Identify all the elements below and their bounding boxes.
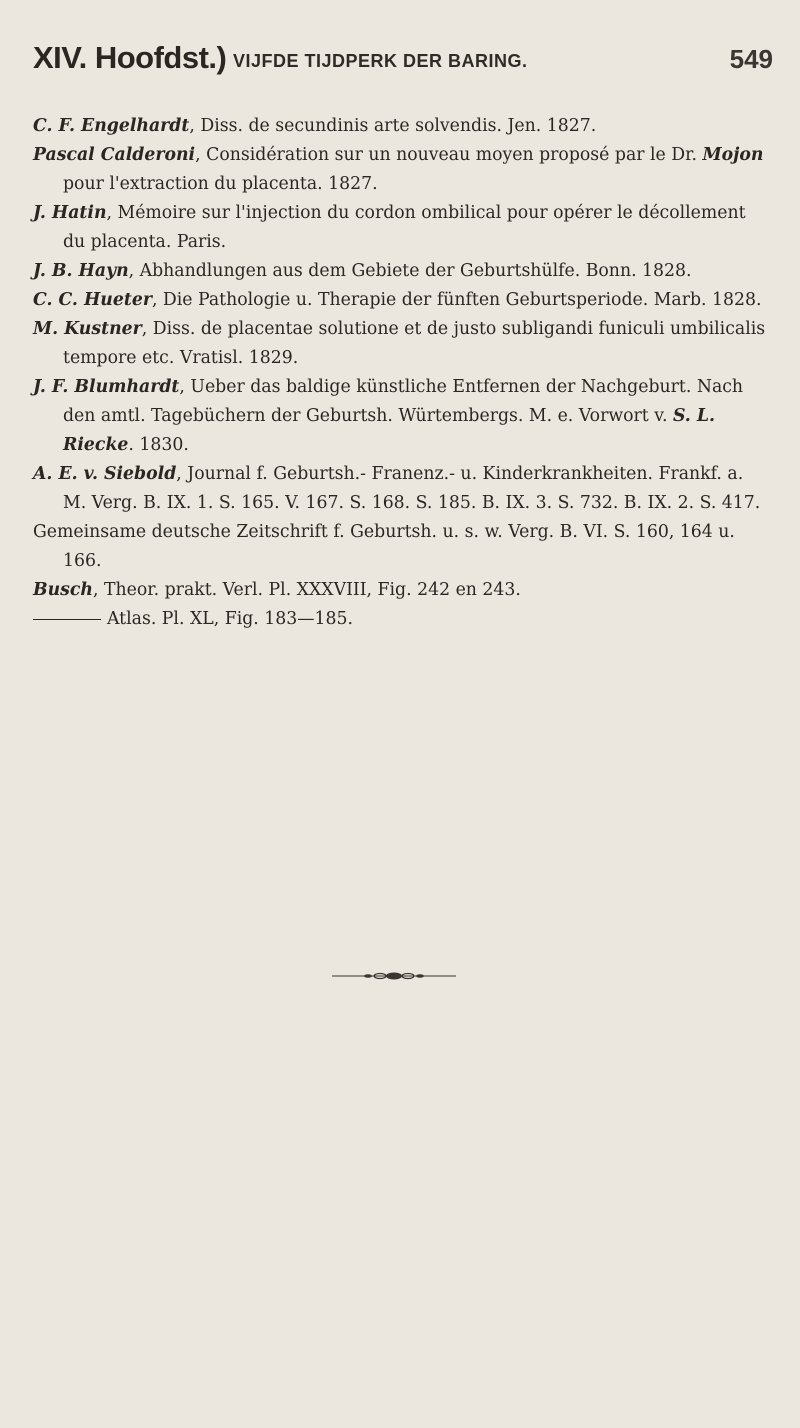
reference-author-secondary: S. L. Riecke <box>63 406 716 455</box>
reference-text: , Journal f. Geburtsh.- Franenz.- u. Kinderkrankheiten. Frankf. a. M. Verg. B. IX. 1. S. 165. V. 167. S. 168. S. 185. B. IX. 3. S. 732. B. IX. 2. S. 417. <box>63 464 761 513</box>
running-title: VIJFDE TIJDPERK DER BARING. <box>233 51 528 71</box>
reference-text: , Considération sur un nouveau moyen proposé par le Dr. <box>195 145 703 165</box>
reference-text: , Theor. prakt. Verl. Pl. XXXVIII, Fig. 242 en 243. <box>93 580 521 600</box>
reference-author: Busch <box>33 580 93 600</box>
reference-text: , Abhandlungen aus dem Gebiete der Geburtshülfe. Bonn. 1828. <box>128 261 692 281</box>
reference-text: , Ueber das baldige künstliche Entfernen der Nachgeburt. Nach den amtl. Tagebüchern der Geburtsh. Würtembergs. M. e. Vorwort v. <box>63 377 744 426</box>
reference-entry <box>33 141 768 199</box>
reference-text: , Diss. de secundinis arte solvendis. Jen. 1827. <box>189 116 597 136</box>
page-header <box>33 40 773 90</box>
reference-text: , Diss. de placentae solutione et de justo subligandi funiculi umbilicalis tempore etc. Vratisl. 1829. <box>63 319 766 368</box>
reference-author-secondary: Mojon <box>702 145 764 165</box>
reference-author: C. F. Engelhardt <box>33 116 190 136</box>
reference-author: Pascal Calderoni <box>33 145 196 165</box>
reference-entry <box>33 576 768 605</box>
reference-entry <box>33 605 768 634</box>
chapter-label: XIV. Hoofdst.) <box>33 40 227 75</box>
ornament-divider-icon <box>332 970 456 982</box>
reference-author: C. C. Hueter <box>33 290 152 310</box>
ditto-dash <box>33 619 101 620</box>
reference-text: Atlas. Pl. XL, Fig. 183—185. <box>107 609 354 629</box>
reference-entry <box>33 518 768 576</box>
reference-list <box>33 112 768 634</box>
reference-text: Gemeinsame deutsche Zeitschrift f. Geburtsh. u. s. w. Verg. B. VI. S. 160, 164 u. 166. <box>33 522 735 571</box>
reference-entry <box>33 112 768 141</box>
reference-entry <box>33 373 768 460</box>
reference-entry <box>33 460 768 518</box>
reference-author: M. Kustner <box>33 319 142 339</box>
reference-author: J. B. Hayn <box>33 261 129 281</box>
reference-entry <box>33 199 768 257</box>
reference-entry <box>33 257 768 286</box>
reference-text: , Die Pathologie u. Therapie der fünften Geburtsperiode. Marb. 1828. <box>151 290 762 310</box>
page-number: 549 <box>729 44 773 74</box>
reference-entry <box>33 286 768 315</box>
reference-author: A. E. v. Siebold <box>33 464 177 484</box>
reference-text-secondary: pour l'extraction du placenta. 1827. <box>63 174 378 194</box>
reference-text: , Mémoire sur l'injection du cordon ombilical pour opérer le décollement du placenta. Paris. <box>63 203 746 252</box>
reference-author: J. Hatin <box>33 203 107 223</box>
reference-entry <box>33 315 768 373</box>
reference-text-secondary: . 1830. <box>128 435 189 455</box>
reference-author: J. F. Blumhardt <box>33 377 180 397</box>
